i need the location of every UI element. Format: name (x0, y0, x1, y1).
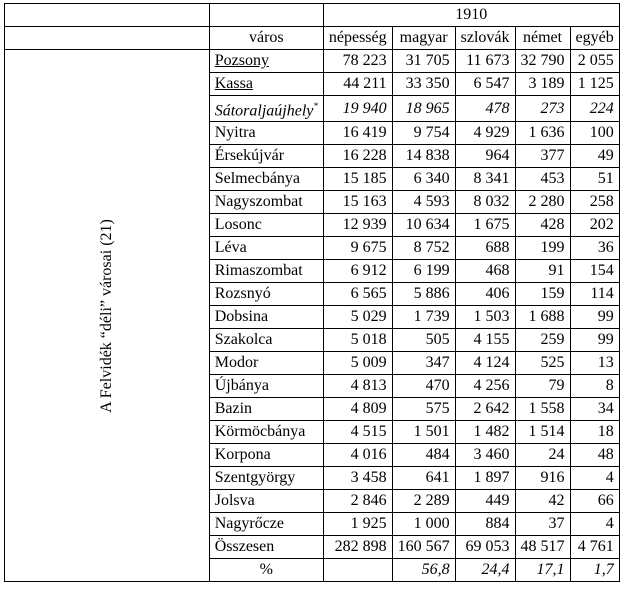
city-name-cell (209, 467, 323, 490)
value-cell: 449 (455, 490, 515, 513)
total-value-cell: 282 898 (323, 536, 392, 559)
value-cell: 1 503 (455, 306, 515, 329)
value-cell: 4 (570, 467, 619, 490)
value-cell: 3 189 (515, 73, 570, 96)
city-name-cell (209, 513, 323, 536)
value-cell: 428 (515, 214, 570, 237)
value-cell: 13 (570, 352, 619, 375)
side-label-cell (5, 50, 210, 582)
value-cell: 259 (515, 329, 570, 352)
city-name-cell (209, 490, 323, 513)
value-cell: 10 634 (392, 214, 455, 237)
city-name-cell (209, 444, 323, 467)
city-name-cell (209, 168, 323, 191)
value-cell: 224 (570, 96, 619, 122)
value-cell: 6 340 (392, 168, 455, 191)
value-cell: 32 790 (515, 50, 570, 73)
value-cell: 8 752 (392, 237, 455, 260)
city-name-cell (209, 237, 323, 260)
city-name: Újbánya (214, 377, 269, 395)
value-cell: 33 350 (392, 73, 455, 96)
value-cell: 19 940 (323, 96, 392, 122)
value-cell: 6 199 (392, 260, 455, 283)
value-cell: 8 032 (455, 191, 515, 214)
value-cell: 100 (570, 122, 619, 145)
city-name-cell (209, 145, 323, 168)
value-cell: 9 675 (323, 237, 392, 260)
corner-cell (209, 4, 323, 27)
value-cell: 2 642 (455, 398, 515, 421)
value-cell: 347 (392, 352, 455, 375)
percent-value-cell: 24,4 (455, 559, 515, 582)
value-cell: 8 341 (455, 168, 515, 191)
city-name: Léva (214, 239, 247, 257)
value-cell: 6 565 (323, 283, 392, 306)
value-cell: 12 939 (323, 214, 392, 237)
value-cell: 1 482 (455, 421, 515, 444)
city-name-cell (209, 352, 323, 375)
value-cell: 470 (392, 375, 455, 398)
total-label: Összesen (209, 536, 323, 559)
value-cell: 99 (570, 329, 619, 352)
city-name-cell (209, 283, 323, 306)
value-cell: 2 846 (323, 490, 392, 513)
column-header-egyeb: egyéb (570, 27, 619, 50)
column-header-nemet: német (515, 27, 570, 50)
value-cell: 1 501 (392, 421, 455, 444)
city-name-cell (209, 329, 323, 352)
value-cell: 15 185 (323, 168, 392, 191)
percent-value-cell: 17,1 (515, 559, 570, 582)
value-cell: 6 547 (455, 73, 515, 96)
city-name-cell (209, 421, 323, 444)
value-cell: 3 460 (455, 444, 515, 467)
city-name: Szakolca (214, 331, 273, 349)
value-cell: 406 (455, 283, 515, 306)
total-value-cell: 4 761 (570, 536, 619, 559)
value-cell: 4 256 (455, 375, 515, 398)
value-cell: 15 163 (323, 191, 392, 214)
city-column-header: város (209, 27, 323, 50)
city-name: Körmöcbánya (214, 423, 306, 441)
corner-cell (5, 27, 210, 50)
value-cell: 575 (392, 398, 455, 421)
value-cell: 1 125 (570, 73, 619, 96)
value-cell: 79 (515, 375, 570, 398)
value-cell: 453 (515, 168, 570, 191)
value-cell: 66 (570, 490, 619, 513)
column-header-szlovak: szlovák (455, 27, 515, 50)
year-header: 1910 (323, 4, 619, 27)
value-cell: 6 912 (323, 260, 392, 283)
value-cell: 1 636 (515, 122, 570, 145)
value-cell: 688 (455, 237, 515, 260)
percent-value-cell (323, 559, 392, 582)
total-value-cell: 69 053 (455, 536, 515, 559)
value-cell: 4 155 (455, 329, 515, 352)
header-row-year (5, 4, 620, 27)
header-row-columns (5, 27, 620, 50)
value-cell: 78 223 (323, 50, 392, 73)
city-name-cell (209, 50, 323, 73)
value-cell: 1 558 (515, 398, 570, 421)
total-value-cell: 160 567 (392, 536, 455, 559)
city-name: Rozsnyó (214, 285, 271, 303)
value-cell: 5 009 (323, 352, 392, 375)
value-cell: 16 419 (323, 122, 392, 145)
column-header-nepesseg: népesség (323, 27, 392, 50)
side-label: A Felvidék “déli” városai (21) (97, 218, 115, 413)
value-cell: 18 (570, 421, 619, 444)
city-name-cell (209, 398, 323, 421)
percent-value-cell: 1,7 (570, 559, 619, 582)
city-name: Selmecbánya (214, 170, 301, 188)
value-cell: 49 (570, 145, 619, 168)
value-cell: 484 (392, 444, 455, 467)
value-cell: 159 (515, 283, 570, 306)
value-cell: 1 925 (323, 513, 392, 536)
value-cell: 51 (570, 168, 619, 191)
city-name-cell (209, 260, 323, 283)
value-cell: 273 (515, 96, 570, 122)
city-name: Dobsina (214, 308, 269, 326)
value-cell: 4 016 (323, 444, 392, 467)
value-cell: 1 514 (515, 421, 570, 444)
value-cell: 5 029 (323, 306, 392, 329)
value-cell: 4 124 (455, 352, 515, 375)
value-cell: 525 (515, 352, 570, 375)
value-cell: 8 (570, 375, 619, 398)
value-cell: 5 018 (323, 329, 392, 352)
city-name: Modor (214, 354, 259, 372)
value-cell: 34 (570, 398, 619, 421)
city-name: Pozsony (214, 52, 269, 69)
value-cell: 2 280 (515, 191, 570, 214)
value-cell: 114 (570, 283, 619, 306)
city-name-cell (209, 375, 323, 398)
city-name-cell (209, 191, 323, 214)
percent-value-cell: 56,8 (392, 559, 455, 582)
city-name-cell (209, 306, 323, 329)
city-name-cell (209, 96, 323, 122)
value-cell: 478 (455, 96, 515, 122)
value-cell: 641 (392, 467, 455, 490)
value-cell: 1 688 (515, 306, 570, 329)
city-name: Sátoraljaújhely (214, 102, 314, 120)
value-cell: 42 (515, 490, 570, 513)
value-cell: 4 593 (392, 191, 455, 214)
city-name: Rimaszombat (214, 262, 303, 280)
city-name: Kassa (214, 75, 253, 92)
city-name: Korpona (214, 446, 271, 464)
total-value-cell: 48 517 (515, 536, 570, 559)
value-cell: 258 (570, 191, 619, 214)
city-name-cell (209, 214, 323, 237)
population-table (4, 3, 620, 582)
value-cell: 24 (515, 444, 570, 467)
value-cell: 36 (570, 237, 619, 260)
city-name-cell (209, 73, 323, 96)
value-cell: 5 886 (392, 283, 455, 306)
value-cell: 202 (570, 214, 619, 237)
value-cell: 468 (455, 260, 515, 283)
value-cell: 16 228 (323, 145, 392, 168)
value-cell: 505 (392, 329, 455, 352)
value-cell: 377 (515, 145, 570, 168)
value-cell: 31 705 (392, 50, 455, 73)
value-cell: 44 211 (323, 73, 392, 96)
city-name: Nagyszombat (214, 193, 303, 211)
value-cell: 884 (455, 513, 515, 536)
value-cell: 1 000 (392, 513, 455, 536)
column-header-magyar: magyar (392, 27, 455, 50)
corner-cell (5, 4, 210, 27)
value-cell: 4 813 (323, 375, 392, 398)
value-cell: 4 515 (323, 421, 392, 444)
value-cell: 2 289 (392, 490, 455, 513)
value-cell: 1 675 (455, 214, 515, 237)
city-name: Jolsva (214, 492, 255, 510)
value-cell: 99 (570, 306, 619, 329)
value-cell: 11 673 (455, 50, 515, 73)
value-cell: 18 965 (392, 96, 455, 122)
value-cell: 4 809 (323, 398, 392, 421)
value-cell: 3 458 (323, 467, 392, 490)
city-name: Nagyrőcze (214, 515, 285, 533)
value-cell: 14 838 (392, 145, 455, 168)
percent-label: % (209, 559, 323, 582)
value-cell: 199 (515, 237, 570, 260)
table-row (5, 50, 620, 73)
value-cell: 37 (515, 513, 570, 536)
city-name: Érsekújvár (214, 147, 285, 165)
city-name: Losonc (214, 216, 262, 234)
city-name: Nyitra (214, 124, 256, 142)
value-cell: 1 897 (455, 467, 515, 490)
value-cell: 91 (515, 260, 570, 283)
city-name: Szentgyörgy (214, 469, 296, 487)
value-cell: 154 (570, 260, 619, 283)
value-cell: 1 739 (392, 306, 455, 329)
value-cell: 4 929 (455, 122, 515, 145)
city-name: Bazin (214, 400, 253, 418)
value-cell: 9 754 (392, 122, 455, 145)
value-cell: 916 (515, 467, 570, 490)
value-cell: 4 (570, 513, 619, 536)
value-cell: 48 (570, 444, 619, 467)
footnote-marker: * (313, 101, 318, 111)
value-cell: 2 055 (570, 50, 619, 73)
city-name-cell (209, 122, 323, 145)
value-cell: 964 (455, 145, 515, 168)
